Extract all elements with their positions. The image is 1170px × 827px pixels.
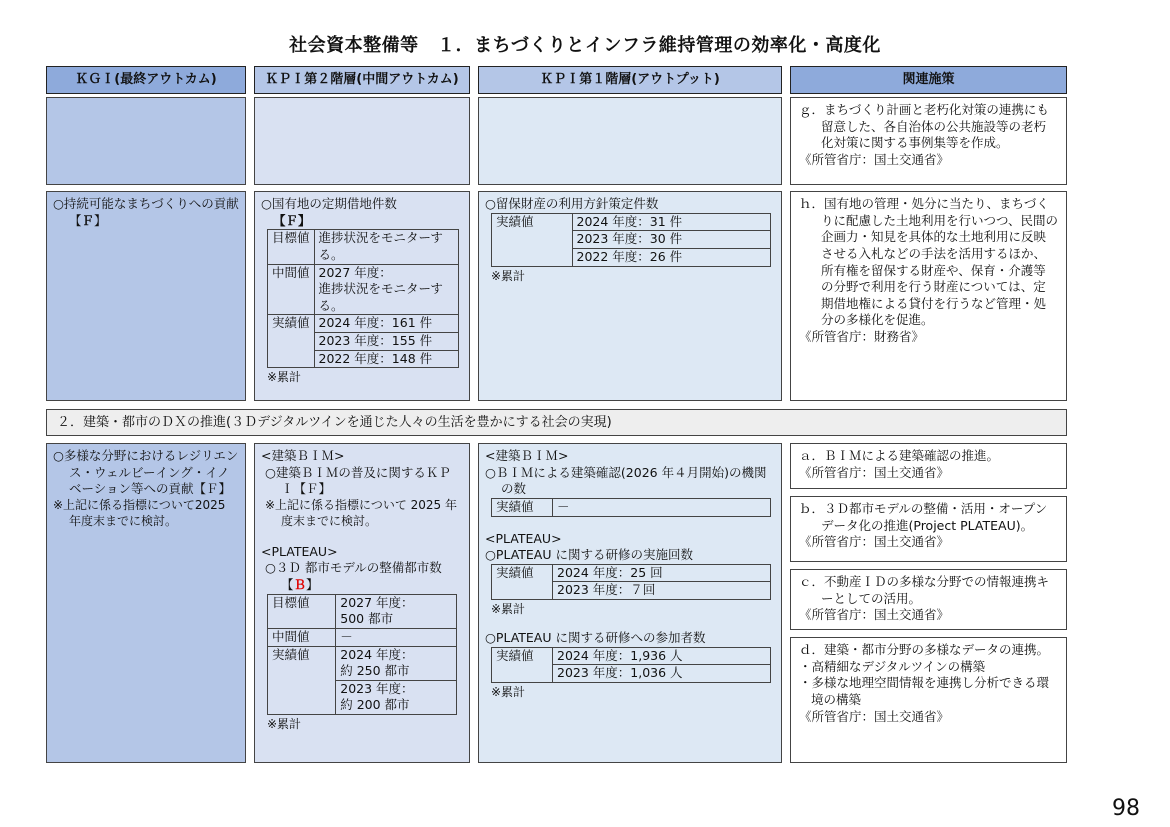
related-c-agency: 《所管省庁：国土交通省》: [799, 607, 950, 623]
related-d-text: ｄ．建築・都市分野の多様なデータの連携。: [799, 642, 1050, 657]
kgi-2-note: ※上記に係る指標について2025 年度末までに検討。: [53, 497, 226, 528]
kpi1-pl-table: [491, 564, 771, 600]
row-g-kpi2-cell: [254, 97, 470, 185]
row-h-kpi2-cell: [254, 191, 470, 401]
page-title: 社会資本整備等 １．まちづくりとインフラ維持管理の効率化・高度化: [289, 35, 881, 56]
related-a-agency: 《所管省庁：国土交通省》: [799, 464, 950, 480]
related-a-text: ａ．ＢＩＭによる建築確認の推進。: [799, 448, 1000, 463]
related-c-cell: [790, 569, 1067, 630]
section-2-heading: ２．建築・都市のＤＸの推進(３Ｄデジタルツインを通じた人々の生活を豊かにする社会の実現): [46, 409, 1067, 436]
kpi2-pl-note: ※累計: [267, 717, 302, 732]
table-row: 実績値 －: [492, 498, 771, 516]
table-row: 中間値 2027 年度： 進捗状況をモニターする。: [268, 264, 459, 315]
row-2-kpi1-cell: [478, 443, 782, 763]
row-h-kgi-cell: [46, 191, 246, 401]
kgi-2-text: ○多様な分野におけるレジリエンス・ウェルビーイング・イノベーション等への貢献【Ｆ】: [53, 448, 239, 497]
row-h-related-cell: [790, 191, 1067, 401]
kpi2-bim-note: ※上記に係る指標について 2025 年度末までに検討。: [265, 497, 457, 528]
table-row: 実績値 2024 年度：25 回: [492, 564, 771, 582]
related-b-cell: [790, 496, 1067, 562]
table-row: 2023 年度：７回: [492, 582, 771, 600]
row-2-kpi2-cell: [254, 443, 470, 763]
row-g-related-cell: [790, 97, 1067, 185]
kpi1-h-table: [491, 213, 771, 267]
related-b-text: ｂ．３Ｄ都市モデルの整備・活用・オープンデータ化の推進(Project PLATEAU)。: [799, 501, 1048, 533]
table-row: 2023 年度：1,036 人: [492, 665, 771, 683]
kpi2-bim-title: ○建築ＢＩＭの普及に関するＫＰＩ【Ｆ】: [265, 464, 451, 497]
table-row: 2022 年度：26 件: [492, 248, 771, 266]
kpi1-pl-note: ※累計: [491, 602, 526, 616]
kpi1-h-title: ○留保財産の利用方針策定件数: [485, 196, 659, 211]
kpi1-pl-title: ○PLATEAU に関する研修の実施回数: [485, 547, 693, 563]
rating-b-mark: Ｂ: [293, 577, 307, 593]
related-d-cell: [790, 637, 1067, 763]
related-g-agency: 《所管省庁：国土交通省》: [799, 151, 950, 167]
row-g-kgi-cell: [46, 97, 246, 185]
table-row: 実績値 2024 年度：1,936 人: [492, 647, 771, 665]
related-a-cell: [790, 443, 1067, 489]
table-row: 実績値 2024 年度：161 件: [268, 315, 459, 333]
related-h-text: ｈ．国有地の管理・処分に当たり、まちづくりに配慮した土地利用を行いつつ、民間の企画力・知見を具体的な土地利用に反映させる入札などの手法を活用するほか、所有権を留保する財産や、保育・介護等の分野で利用を行う財産については、定期借地権による貸付を行うなど管理・処分の多様化を促進。: [799, 196, 1059, 328]
row-h-kpi1-cell: [478, 191, 782, 401]
header-related: 関連施策: [790, 66, 1067, 94]
table-row: 実績値 2024 年度： 約 250 都市: [268, 646, 457, 680]
kpi1-h-note: ※累計: [491, 268, 526, 283]
kpi1-bim-head: <建築ＢＩＭ>: [485, 448, 569, 463]
kgi-h-text: ○持続可能なまちづくりへの貢献【Ｆ】: [53, 196, 239, 228]
kpi2-pl-table: [267, 594, 457, 715]
kpi2-bim-head: <建築ＢＩＭ>: [261, 448, 345, 463]
related-d-bullet: ・高精細なデジタルツインの構築: [799, 658, 986, 674]
page-number: 98: [1112, 795, 1140, 821]
kpi2-h-note: ※累計: [267, 370, 302, 385]
kpi2-h-table: [267, 229, 459, 368]
related-b-agency: 《所管省庁：国土交通省》: [799, 534, 950, 550]
header-kgi: ＫＧＩ(最終アウトカム): [46, 66, 246, 94]
kpi2-h-title: ○国有地の定期借地件数: [261, 196, 397, 211]
row-2-kgi-cell: [46, 443, 246, 763]
table-row: 2023 年度：155 件: [268, 333, 459, 351]
kpi2-pl-head: <PLATEAU>: [261, 543, 338, 559]
kpi1-pl2-table: [491, 647, 771, 683]
related-d-bullet: ・多様な地理空間情報を連携し分析できる環境の構築: [799, 675, 1050, 707]
kpi1-pl2-note: ※累計: [491, 684, 526, 699]
kpi2-pl-title: ○３Ｄ 都市モデルの整備都市数【Ｂ】: [265, 560, 442, 593]
row-g-kpi1-cell: [478, 97, 782, 185]
related-c-text: ｃ．不動産ＩＤの多様な分野での情報連携キーとしての活用。: [799, 574, 1050, 606]
table-row: 2022 年度：148 件: [268, 350, 459, 368]
table-row: 目標値 進捗状況をモニターする。: [268, 230, 459, 264]
table-row: 実績値 2024 年度：31 件: [492, 213, 771, 231]
header-kpi1: ＫＰＩ第１階層(アウトプット): [478, 66, 782, 94]
related-h-agency: 《所管省庁：財務省》: [799, 329, 925, 344]
table-row: 目標値 2027 年度： 500 都市: [268, 594, 457, 628]
header-kpi2: ＫＰＩ第２階層(中間アウトカム): [254, 66, 470, 94]
table-row: 2023 年度： 約 200 都市: [268, 680, 457, 714]
related-g-text: ｇ．まちづくり計画と老朽化対策の連携にも留意した、各自治体の公共施設等の老朽化対策に関する事例集等を作成。: [799, 102, 1049, 151]
related-d-agency: 《所管省庁：国土交通省》: [799, 708, 950, 724]
table-row: 2023 年度：30 件: [492, 231, 771, 249]
table-row: 中間値 －: [268, 628, 457, 646]
kpi1-pl2-title: ○PLATEAU に関する研修への参加者数: [485, 629, 706, 645]
kpi1-pl-head: <PLATEAU>: [485, 530, 562, 546]
kpi2-h-mark: 【Ｆ】: [273, 212, 311, 228]
kpi1-bim-table: [491, 498, 771, 517]
kpi1-bim-title: ○ＢＩＭによる建築確認(2026 年４月開始)の機関の数: [485, 464, 767, 497]
